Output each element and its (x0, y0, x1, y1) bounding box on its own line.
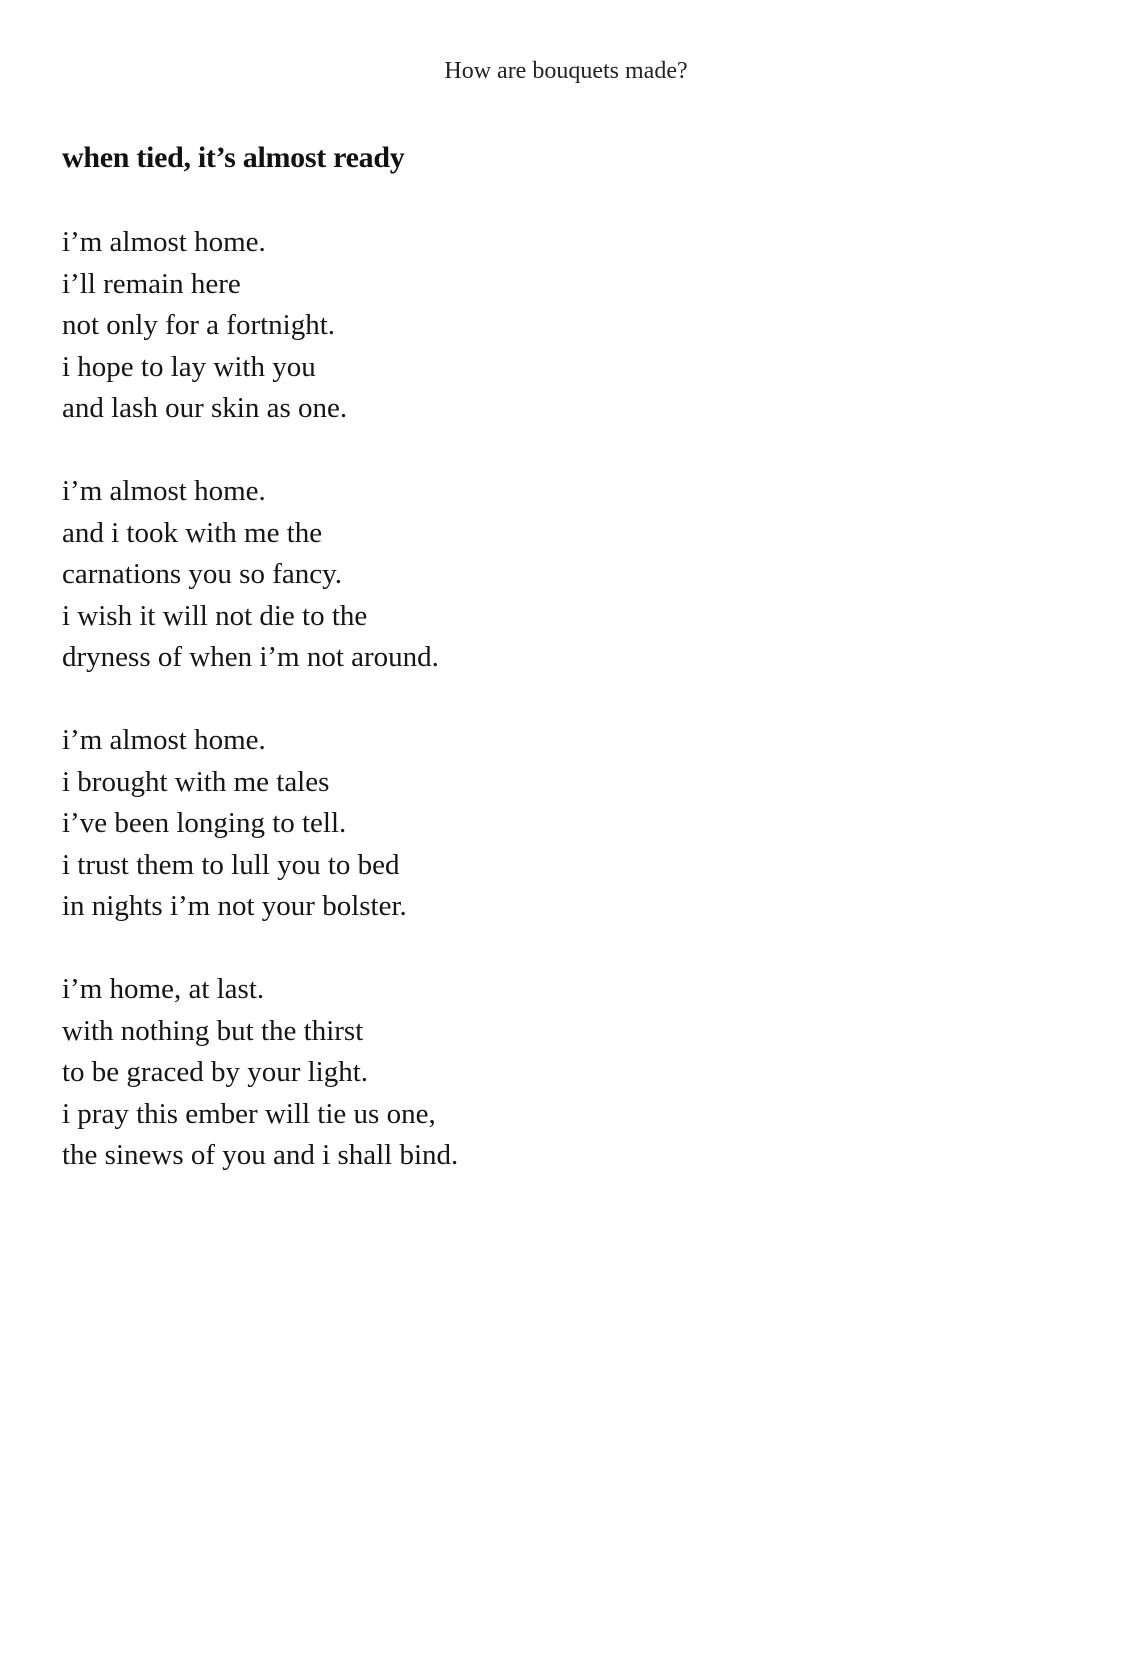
stanza-4 (62, 969, 1062, 1177)
poem-body (62, 222, 1062, 1218)
poem-line: i’m almost home. (62, 226, 266, 258)
poem-line: i’m home, at last. (62, 973, 265, 1005)
poem-line: i’m almost home. (62, 475, 266, 507)
poem-line: the sinews of you and i shall bind. (62, 1139, 459, 1171)
poem-line: i hope to lay with you (62, 350, 316, 383)
poem-line: in nights i’m not your bolster. (62, 890, 407, 922)
poem-line: i’ve been longing to tell. (62, 807, 347, 839)
poem-line: dryness of when i’m not around. (62, 641, 439, 673)
poem-line: i brought with me tales (62, 765, 330, 798)
poem-line: i wish it will not die to the (62, 599, 368, 632)
poem-line: i pray this ember will tie us one, (62, 1097, 436, 1130)
poem-line: to be graced by your light. (62, 1056, 369, 1088)
poem-line: i trust them to lull you to bed (62, 848, 400, 881)
stanza-2 (62, 471, 1062, 679)
poem-title: when tied, it’s almost ready (62, 141, 405, 174)
poem-line: i’m almost home. (62, 724, 266, 756)
poem-line: carnations you so fancy. (62, 558, 342, 590)
stanza-1 (62, 222, 1062, 430)
stanza-3 (62, 720, 1062, 928)
poem-line: and lash our skin as one. (62, 392, 348, 424)
poem-line: and i took with me the (62, 516, 323, 549)
running-header: How are bouquets made? (444, 58, 688, 84)
poem-line: i’ll remain here (62, 267, 241, 300)
poem-line: with nothing but the thirst (62, 1014, 364, 1047)
poem-line: not only for a fortnight. (62, 309, 336, 341)
